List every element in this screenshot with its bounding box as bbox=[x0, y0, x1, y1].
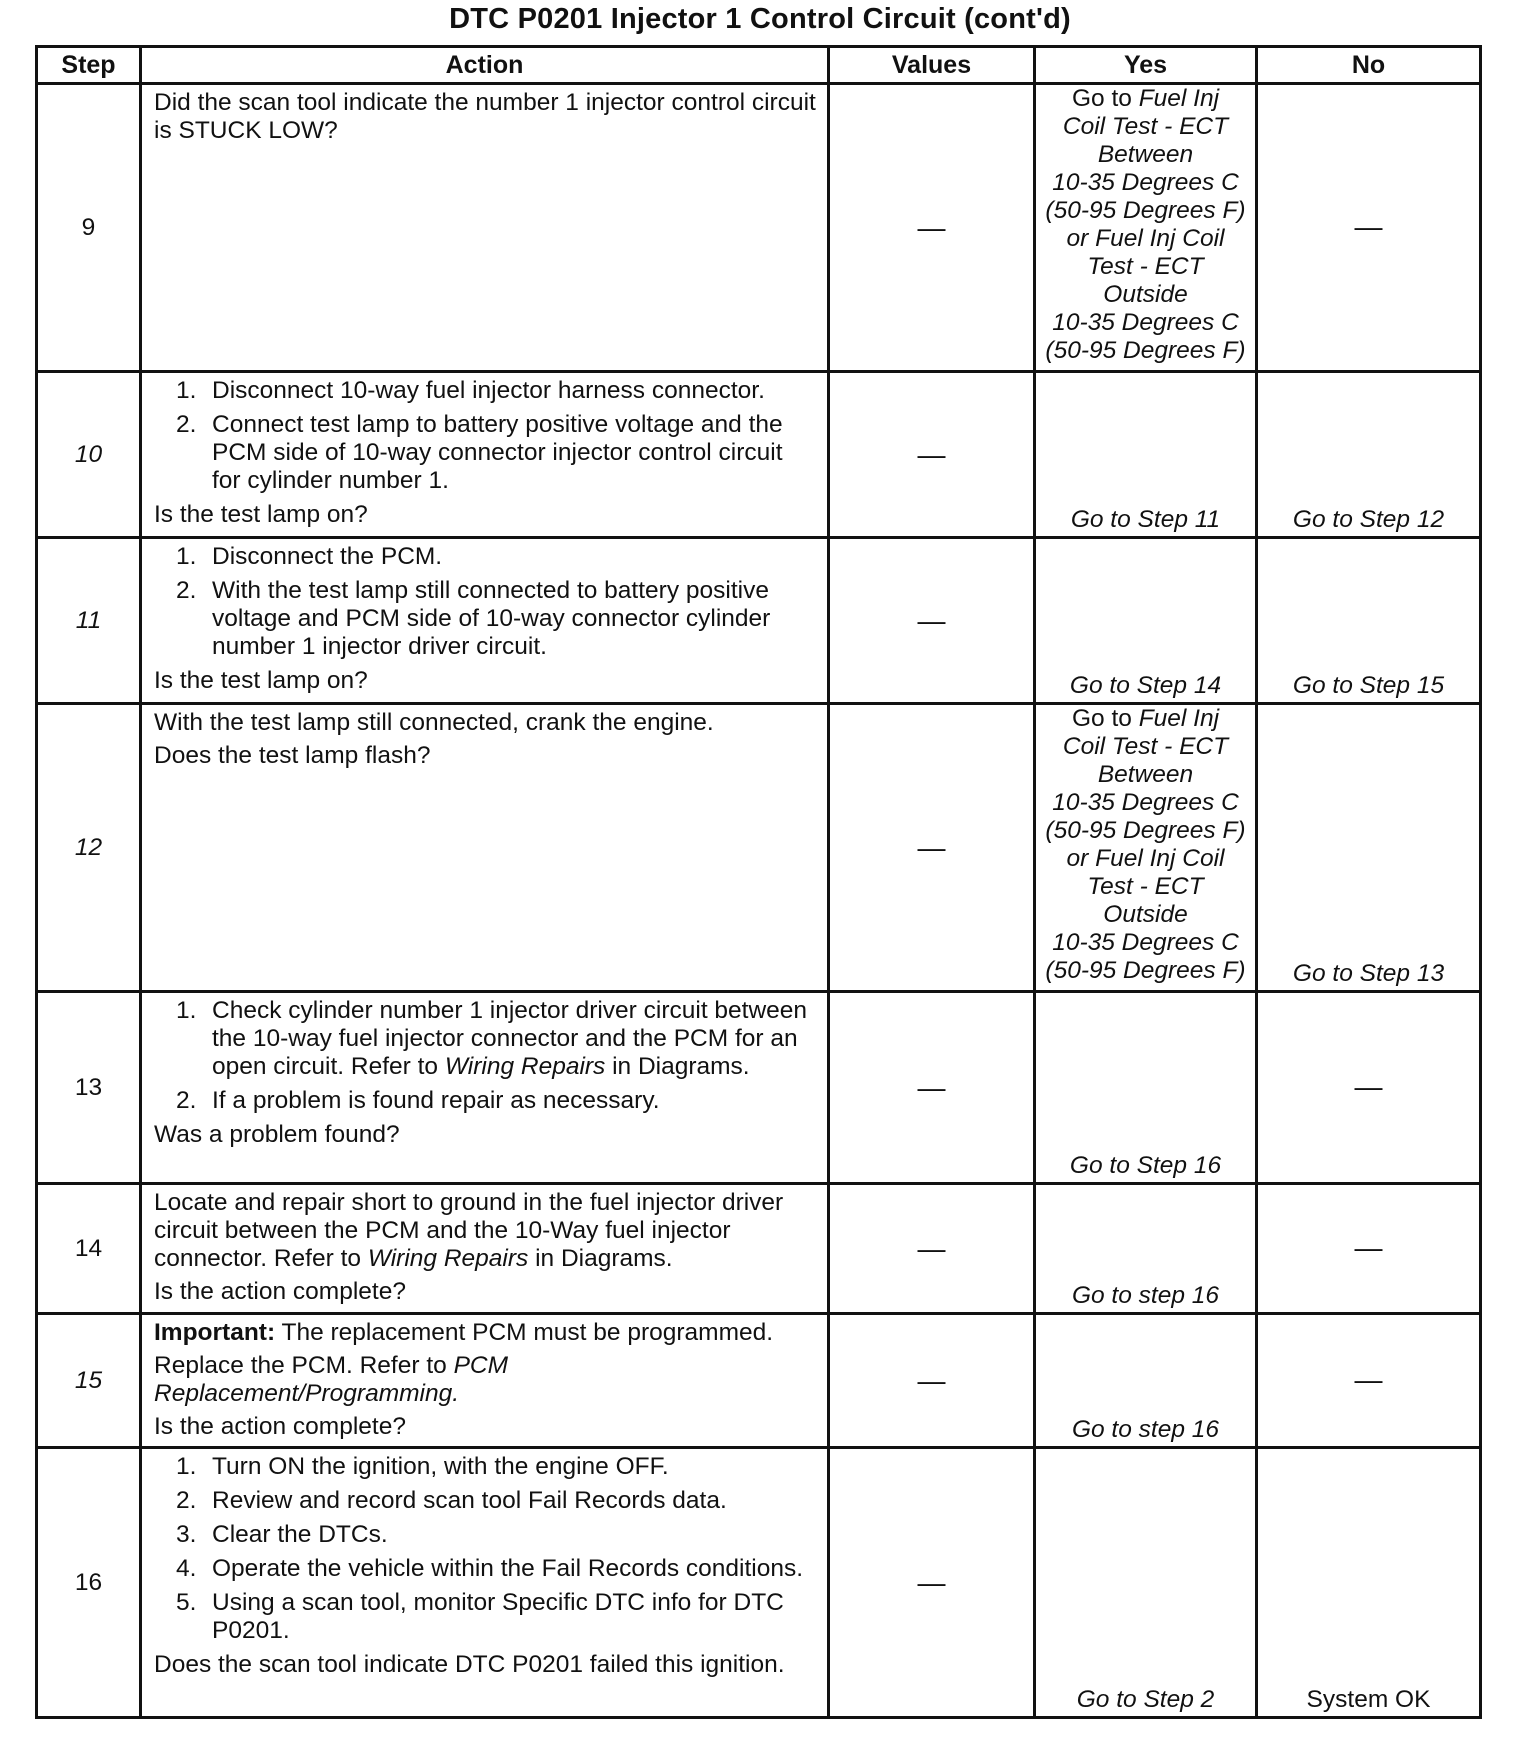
no-cell: System OK bbox=[1257, 1448, 1481, 1718]
step-index: 1. bbox=[176, 377, 197, 404]
step-text: Using a scan tool, monitor Specific DTC info for DTC P0201. bbox=[212, 1589, 784, 1644]
action-step bbox=[154, 1453, 817, 1481]
table-row bbox=[37, 1448, 1481, 1718]
step-index: 1. bbox=[176, 543, 197, 570]
values-cell: — bbox=[829, 1184, 1035, 1314]
important-label: Important: bbox=[154, 1319, 276, 1346]
yes-ref: Fuel Inj bbox=[1138, 85, 1220, 112]
action-cell bbox=[141, 704, 829, 992]
step-index: 5. bbox=[176, 1589, 197, 1616]
yes-cell: Go to step 16 bbox=[1035, 1184, 1257, 1314]
page-title: DTC P0201 Injector 1 Control Circuit (cont'd) bbox=[449, 3, 1071, 35]
yes-line: 10-35 Degrees C bbox=[1052, 789, 1239, 816]
action-question: Does the test lamp flash? bbox=[154, 742, 431, 769]
step-text: Disconnect the PCM. bbox=[212, 543, 443, 570]
action-cell bbox=[141, 992, 829, 1184]
no-cell: — bbox=[1257, 992, 1481, 1184]
step-text: Review and record scan tool Fail Records data. bbox=[212, 1487, 727, 1514]
action-steps bbox=[154, 377, 817, 495]
yes-cell bbox=[1035, 84, 1257, 372]
action-text-part: in Diagrams. bbox=[528, 1245, 673, 1272]
step-number: 16 bbox=[37, 1448, 141, 1718]
step-text: Disconnect 10-way fuel injector harness connector. bbox=[212, 377, 765, 404]
no-cell: — bbox=[1257, 1314, 1481, 1448]
step-index: 1. bbox=[176, 997, 197, 1024]
step-index: 3. bbox=[176, 1521, 197, 1548]
table-row bbox=[37, 992, 1481, 1184]
yes-ref: Fuel Inj bbox=[1138, 705, 1220, 732]
values-cell: — bbox=[829, 84, 1035, 372]
step-index: 2. bbox=[176, 1487, 197, 1514]
step-number: 15 bbox=[37, 1314, 141, 1448]
yes-line: Between bbox=[1097, 761, 1194, 788]
values-cell: — bbox=[829, 1314, 1035, 1448]
values-cell: — bbox=[829, 372, 1035, 538]
yes-line: or Fuel Inj Coil bbox=[1066, 845, 1225, 872]
yes-prefix: Go to bbox=[1071, 85, 1139, 112]
header-no: No bbox=[1257, 47, 1481, 84]
action-step bbox=[154, 577, 817, 661]
step-reference: Wiring Repairs bbox=[444, 1053, 606, 1080]
yes-line bbox=[1036, 85, 1255, 113]
table-row bbox=[37, 1314, 1481, 1448]
yes-line: Test - ECT bbox=[1087, 253, 1204, 280]
action-step bbox=[154, 377, 817, 405]
no-cell: — bbox=[1257, 84, 1481, 372]
yes-line: Outside bbox=[1103, 281, 1188, 308]
values-cell: — bbox=[829, 992, 1035, 1184]
step-index: 4. bbox=[176, 1555, 197, 1582]
step-text: Check cylinder number 1 injector driver circuit between the 10-way fuel injector connector and the PCM for an open circuit. Refer to bbox=[212, 997, 808, 1080]
diagnostic-table bbox=[35, 45, 1482, 1719]
yes-cell: Go to Step 16 bbox=[1035, 992, 1257, 1184]
yes-line: Between bbox=[1097, 141, 1194, 168]
yes-line: Coil Test - ECT bbox=[1062, 733, 1229, 760]
action-question: Is the test lamp on? bbox=[154, 667, 368, 694]
yes-line bbox=[1036, 705, 1255, 733]
yes-line: (50-95 Degrees F) bbox=[1045, 337, 1246, 364]
action-cell bbox=[141, 372, 829, 538]
yes-cell: Go to Step 11 bbox=[1035, 372, 1257, 538]
header-step: Step bbox=[37, 47, 141, 84]
yes-line: (50-95 Degrees F) bbox=[1045, 817, 1246, 844]
action-reference: PCM Replacement/Programming. bbox=[154, 1352, 509, 1407]
no-cell: Go to Step 12 bbox=[1257, 372, 1481, 538]
action-text-part: Replace the PCM. Refer to bbox=[154, 1352, 454, 1379]
yes-line: (50-95 Degrees F) bbox=[1045, 197, 1246, 224]
yes-line: or Fuel Inj Coil bbox=[1066, 225, 1225, 252]
yes-line: (50-95 Degrees F) bbox=[1045, 957, 1246, 984]
action-step bbox=[154, 1487, 817, 1515]
action-steps bbox=[154, 543, 817, 661]
step-text: Clear the DTCs. bbox=[212, 1521, 388, 1548]
action-step bbox=[154, 1087, 817, 1115]
yes-cell: Go to step 16 bbox=[1035, 1314, 1257, 1448]
no-cell: — bbox=[1257, 1184, 1481, 1314]
step-number: 14 bbox=[37, 1184, 141, 1314]
action-step bbox=[154, 1555, 817, 1583]
step-text: in Diagrams. bbox=[605, 1053, 750, 1080]
yes-cell: Go to Step 14 bbox=[1035, 538, 1257, 704]
action-steps bbox=[154, 997, 817, 1115]
action-question: Is the action complete? bbox=[154, 1278, 406, 1305]
yes-line: Coil Test - ECT bbox=[1062, 113, 1229, 140]
step-index: 1. bbox=[176, 1453, 197, 1480]
step-number: 11 bbox=[37, 538, 141, 704]
action-text bbox=[154, 1352, 817, 1408]
header-action: Action bbox=[141, 47, 829, 84]
yes-line: 10-35 Degrees C bbox=[1052, 929, 1239, 956]
action-cell bbox=[141, 1314, 829, 1448]
table-row bbox=[37, 704, 1481, 992]
step-number: 13 bbox=[37, 992, 141, 1184]
values-cell: — bbox=[829, 538, 1035, 704]
action-cell bbox=[141, 1184, 829, 1314]
header-values: Values bbox=[829, 47, 1035, 84]
action-reference: Wiring Repairs bbox=[367, 1245, 529, 1272]
step-index: 2. bbox=[176, 577, 197, 604]
action-cell bbox=[141, 84, 829, 372]
action-question: Does the scan tool indicate DTC P0201 failed this ignition. bbox=[154, 1651, 785, 1678]
yes-line: Test - ECT bbox=[1087, 873, 1204, 900]
values-cell: — bbox=[829, 1448, 1035, 1718]
step-number: 12 bbox=[37, 704, 141, 992]
step-text: With the test lamp still connected to battery positive voltage and PCM side of 10-way connector cylinder number 1 injector driver circuit. bbox=[212, 577, 771, 660]
action-question: Is the test lamp on? bbox=[154, 501, 368, 528]
action-step bbox=[154, 411, 817, 495]
step-text: Connect test lamp to battery positive voltage and the PCM side of 10-way connector injector control circuit for cylinder number 1. bbox=[212, 411, 783, 494]
yes-line: 10-35 Degrees C bbox=[1052, 169, 1239, 196]
table-row bbox=[37, 538, 1481, 704]
no-cell: Go to Step 15 bbox=[1257, 538, 1481, 704]
yes-cell bbox=[1035, 704, 1257, 992]
step-number: 10 bbox=[37, 372, 141, 538]
step-text: If a problem is found repair as necessary. bbox=[212, 1087, 660, 1114]
step-index: 2. bbox=[176, 1087, 197, 1114]
important-note bbox=[154, 1319, 817, 1347]
important-text: The replacement PCM must be programmed. bbox=[275, 1319, 774, 1346]
action-text bbox=[154, 1189, 817, 1273]
action-text-part: Locate and repair short to ground in the fuel injector driver circuit between the PCM and the 10-Way fuel injector connector. Refer to bbox=[154, 1189, 784, 1272]
action-question: Was a problem found? bbox=[154, 1121, 400, 1148]
yes-line: Outside bbox=[1103, 901, 1188, 928]
step-text: Turn ON the ignition, with the engine OFF. bbox=[212, 1453, 669, 1480]
action-cell bbox=[141, 1448, 829, 1718]
action-step bbox=[154, 543, 817, 571]
action-step bbox=[154, 1521, 817, 1549]
table-row bbox=[37, 1184, 1481, 1314]
header-row bbox=[37, 47, 1481, 84]
step-text: Operate the vehicle within the Fail Records conditions. bbox=[212, 1555, 804, 1582]
step-index: 2. bbox=[176, 411, 197, 438]
no-cell: Go to Step 13 bbox=[1257, 704, 1481, 992]
action-question: Did the scan tool indicate the number 1 injector control circuit is STUCK LOW? bbox=[154, 89, 816, 144]
values-cell: — bbox=[829, 704, 1035, 992]
action-question: Is the action complete? bbox=[154, 1413, 406, 1440]
step-number: 9 bbox=[37, 84, 141, 372]
header-yes: Yes bbox=[1035, 47, 1257, 84]
action-step bbox=[154, 997, 817, 1081]
action-steps bbox=[154, 1453, 817, 1645]
yes-cell: Go to Step 2 bbox=[1035, 1448, 1257, 1718]
yes-line: 10-35 Degrees C bbox=[1052, 309, 1239, 336]
table-row bbox=[37, 84, 1481, 372]
action-text: With the test lamp still connected, crank the engine. bbox=[154, 709, 714, 736]
yes-prefix: Go to bbox=[1071, 705, 1139, 732]
table-row bbox=[37, 372, 1481, 538]
action-step bbox=[154, 1589, 817, 1645]
action-cell bbox=[141, 538, 829, 704]
